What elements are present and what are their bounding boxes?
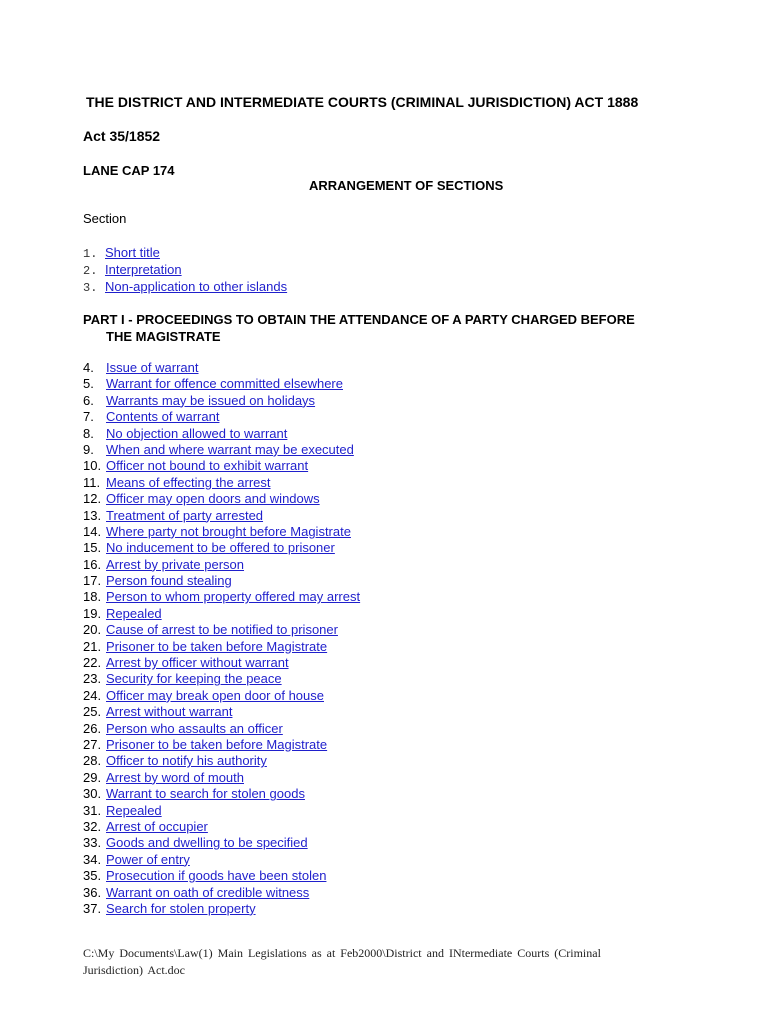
toc-entry [83, 688, 360, 704]
act-number: Act 35/1852 [83, 128, 161, 144]
toc-entry-number: 19. [83, 605, 102, 621]
toc-entry [83, 655, 360, 671]
toc-entry [83, 475, 360, 491]
toc-entry [83, 639, 360, 655]
toc-entry-link[interactable]: Warrant to search for stolen goods [106, 786, 305, 802]
toc-entry-number: 26. [83, 720, 102, 736]
toc-entry-number: 24. [83, 687, 102, 703]
toc-entry-link[interactable]: Search for stolen property [106, 900, 256, 916]
toc-entry [83, 244, 287, 261]
toc-entry-number: 2. [83, 264, 98, 278]
section-label: Section [83, 211, 127, 226]
toc-entry-number: 32. [83, 818, 102, 834]
toc-entry-number: 16. [83, 556, 102, 572]
toc-entry [83, 458, 360, 474]
toc-entry [83, 622, 360, 638]
toc-entry-link[interactable]: Where party not brought before Magistrate [106, 523, 351, 539]
toc-entry-link[interactable]: Power of entry [106, 851, 190, 867]
toc-entry-number: 20. [83, 622, 102, 638]
toc-entry-link[interactable]: Interpretation [105, 262, 182, 277]
toc-entry [83, 868, 360, 884]
toc-entry-link[interactable]: Prosecution if goods have been stolen [106, 868, 327, 884]
toc-entry-link[interactable]: Cause of arrest to be notified to prisoner [106, 622, 338, 638]
toc-entry-number: 36. [83, 884, 102, 900]
preliminary-sections-list [83, 244, 287, 295]
toc-entry [83, 360, 360, 376]
toc-entry-number: 7. [83, 409, 94, 425]
toc-entry [83, 573, 360, 589]
toc-entry-link[interactable]: When and where warrant may be executed [106, 441, 354, 457]
toc-entry [83, 508, 360, 524]
toc-entry-link[interactable]: Officer may open doors and windows [106, 491, 320, 507]
toc-entry-link[interactable]: Treatment of party arrested [106, 507, 264, 523]
toc-entry-link[interactable]: Officer may break open door of house [106, 687, 324, 703]
toc-entry-link[interactable]: No inducement to be offered to prisoner [106, 540, 335, 556]
toc-entry [83, 426, 360, 442]
toc-entry-number: 23. [83, 671, 102, 687]
toc-entry [83, 885, 360, 901]
toc-entry [83, 540, 360, 556]
act-title: THE DISTRICT AND INTERMEDIATE COURTS (CRIMINAL JURISDICTION) ACT 1888 [86, 94, 639, 110]
toc-entry-number: 4. [83, 360, 94, 375]
toc-entry-link[interactable]: Warrant on oath of credible witness [106, 884, 310, 900]
toc-entry-number: 13. [83, 507, 102, 523]
toc-entry [83, 671, 360, 687]
toc-entry [83, 524, 360, 540]
toc-entry [83, 278, 287, 295]
toc-entry [83, 770, 360, 786]
toc-entry [83, 737, 360, 753]
toc-entry-link[interactable]: Arrest of occupier [106, 818, 208, 834]
toc-entry [83, 803, 360, 819]
toc-entry-number: 8. [83, 425, 94, 441]
toc-entry [83, 376, 360, 392]
toc-entry-number: 33. [83, 835, 102, 851]
arrangement-heading: ARRANGEMENT OF SECTIONS [309, 178, 504, 193]
toc-entry-link[interactable]: Person to whom property offered may arrest [106, 589, 361, 605]
toc-entry-link[interactable]: Security for keeping the peace [106, 671, 282, 687]
toc-entry [83, 491, 360, 507]
toc-entry-number: 34. [83, 851, 102, 867]
toc-entry-number: 10. [83, 458, 102, 474]
toc-entry [83, 606, 360, 622]
toc-entry-number: 9. [83, 441, 94, 457]
toc-entry-link[interactable]: Non-application to other islands [105, 279, 288, 294]
toc-entry-number: 21. [83, 638, 102, 654]
toc-entry-number: 31. [83, 802, 102, 818]
toc-entry-link[interactable]: Prisoner to be taken before Magistrate [106, 736, 328, 752]
toc-entry-number: 30. [83, 786, 102, 802]
toc-entry-number: 25. [83, 704, 102, 720]
toc-entry-link[interactable]: Arrest by officer without warrant [106, 655, 289, 671]
toc-entry-number: 1. [83, 247, 98, 261]
cap-reference: LANE CAP 174 [83, 163, 175, 178]
toc-entry-number: 27. [83, 736, 102, 752]
toc-entry [83, 786, 360, 802]
toc-entry-number: 15. [83, 540, 102, 556]
toc-entry-number: 35. [83, 868, 102, 884]
toc-entry [83, 393, 360, 409]
toc-entry [83, 557, 360, 573]
part-one-heading [83, 311, 703, 345]
toc-entry-link[interactable]: Issue of warrant [106, 360, 199, 375]
toc-entry [83, 721, 360, 737]
toc-entry-link[interactable]: No objection allowed to warrant [106, 425, 288, 441]
toc-entry-link[interactable]: Short title [105, 245, 160, 260]
toc-entry [83, 852, 360, 868]
toc-entry-link[interactable]: Warrants may be issued on holidays [106, 392, 316, 408]
toc-entry-link[interactable]: Person who assaults an officer [106, 720, 283, 736]
toc-entry-number: 5. [83, 376, 94, 392]
toc-entry-link[interactable]: Arrest by private person [106, 556, 245, 572]
toc-entry-number: 11. [83, 474, 101, 490]
part-one-heading-line1: PART I - PROCEEDINGS TO OBTAIN THE ATTENDANCE OF A PARTY CHARGED BEFORE [83, 312, 635, 327]
toc-entry-link[interactable]: Warrant for offence committed elsewhere [106, 376, 343, 392]
toc-entry-number: 12. [83, 491, 102, 507]
toc-entry-link[interactable]: Repealed [106, 802, 162, 818]
toc-entry [83, 589, 360, 605]
toc-entry-link[interactable]: Means of effecting the arrest [106, 474, 271, 490]
toc-entry-number: 22. [83, 655, 102, 671]
toc-entry [83, 409, 360, 425]
footer-file-path: C:\My Documents\Law(1) Main Legislations as at Feb2000\District and INtermediate Courts (Criminal Jurisdiction) Act.doc [83, 946, 601, 977]
toc-entry-number: 3. [83, 281, 98, 295]
toc-entry [83, 442, 360, 458]
toc-entry [83, 753, 360, 769]
toc-entry [83, 819, 360, 835]
toc-entry-link[interactable]: Officer to notify his authority [106, 753, 267, 769]
toc-entry-link[interactable]: Contents of warrant [106, 409, 220, 425]
toc-entry-link[interactable]: Officer not bound to exhibit warrant [106, 458, 309, 474]
toc-entry [83, 261, 287, 278]
part-one-sections-list [83, 360, 360, 917]
toc-entry-link[interactable]: Arrest by word of mouth [106, 769, 244, 785]
toc-entry-number: 14. [83, 523, 102, 539]
toc-entry [83, 835, 360, 851]
toc-entry-link[interactable]: Arrest without warrant [106, 704, 233, 720]
toc-entry-link[interactable]: Prisoner to be taken before Magistrate [106, 638, 328, 654]
toc-entry [83, 901, 360, 917]
toc-entry-number: 18. [83, 589, 102, 605]
toc-entry-number: 17. [83, 573, 102, 589]
toc-entry-number: 37. [83, 900, 102, 916]
toc-entry-link[interactable]: Goods and dwelling to be specified [106, 835, 308, 851]
toc-entry-number: 29. [83, 769, 102, 785]
toc-entry [83, 704, 360, 720]
toc-entry-number: 28. [83, 753, 102, 769]
toc-entry-link[interactable]: Person found stealing [106, 573, 232, 589]
part-one-heading-line2: THE MAGISTRATE [106, 329, 221, 344]
toc-entry-link[interactable]: Repealed [106, 605, 162, 621]
toc-entry-number: 6. [83, 392, 94, 408]
